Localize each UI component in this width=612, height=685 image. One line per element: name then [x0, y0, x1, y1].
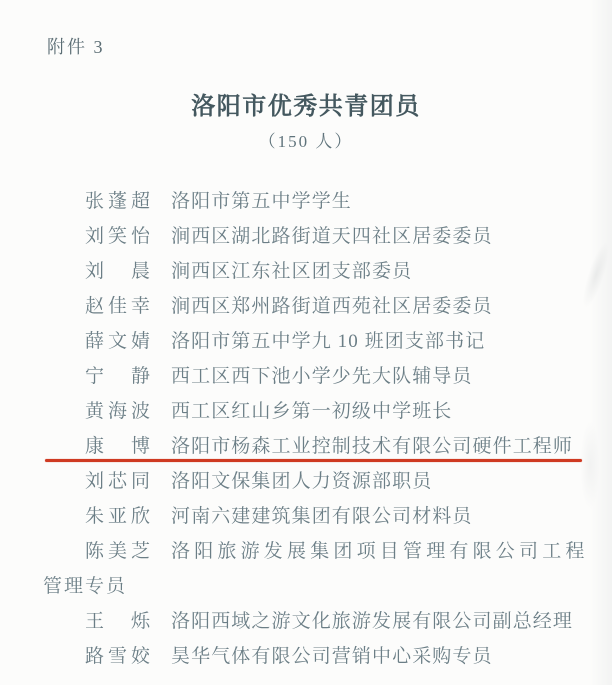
member-name: 赵佳幸 [85, 296, 150, 317]
member-name: 王烁 [85, 611, 150, 632]
member-affiliation-continued: 管理专员 [43, 576, 128, 597]
member-affiliation: 昊华气体有限公司营销中心采购专员 [171, 646, 493, 667]
member-row [43, 534, 612, 569]
member-affiliation: 洛阳市第五中学学生 [171, 191, 352, 212]
member-row [43, 394, 612, 429]
member-affiliation: 涧西区江东社区团支部委员 [171, 261, 413, 282]
member-row [43, 499, 612, 534]
member-count-note: （150 人） [258, 132, 354, 151]
member-row [43, 289, 612, 324]
member-name: 黄海波 [85, 401, 150, 422]
member-row [43, 324, 612, 359]
member-name: 刘笑怡 [85, 226, 150, 247]
member-affiliation: 河南六建建筑集团有限公司材料员 [171, 506, 473, 527]
member-row [43, 464, 612, 499]
member-affiliation: 洛阳旅游发展集团项目管理有限公司工程 [171, 541, 589, 562]
member-affiliation: 西工区西下池小学少先大队辅导员 [171, 366, 473, 387]
member-row-highlighted [43, 429, 612, 464]
member-name: 陈美芝 [85, 541, 150, 562]
member-name: 康博 [85, 436, 150, 457]
member-name: 薛文婧 [85, 331, 150, 352]
member-affiliation: 西工区红山乡第一初级中学班长 [171, 401, 453, 422]
member-row-continuation [43, 569, 612, 604]
member-row [43, 254, 612, 289]
member-affiliation: 涧西区郑州路街道西苑社区居委委员 [171, 296, 493, 317]
member-name: 刘芯同 [85, 471, 150, 492]
member-affiliation: 洛阳市杨森工业控制技术有限公司硬件工程师 [171, 436, 574, 457]
member-row [43, 219, 612, 254]
member-affiliation: 涧西区湖北路街道天四社区居委委员 [171, 226, 493, 247]
member-affiliation: 洛阳市第五中学九 10 班团支部书记 [171, 331, 486, 352]
highlight-underline [45, 459, 582, 462]
member-name: 路雪姣 [85, 646, 150, 667]
member-row [43, 639, 612, 674]
member-row [43, 184, 612, 219]
member-name: 刘晨 [85, 261, 150, 282]
member-row [43, 604, 612, 639]
member-name: 朱亚欣 [85, 506, 150, 527]
member-affiliation: 洛阳文保集团人力资源部职员 [171, 471, 433, 492]
member-name: 张蓬超 [85, 191, 150, 212]
member-row [43, 359, 612, 394]
member-name: 宁静 [85, 366, 150, 387]
member-affiliation: 洛阳西域之游文化旅游发展有限公司副总经理 [171, 611, 574, 632]
attachment-label: 附件 3 [47, 37, 105, 57]
doc-title: 洛阳市优秀共青团员 [191, 94, 421, 120]
member-list [43, 184, 612, 674]
